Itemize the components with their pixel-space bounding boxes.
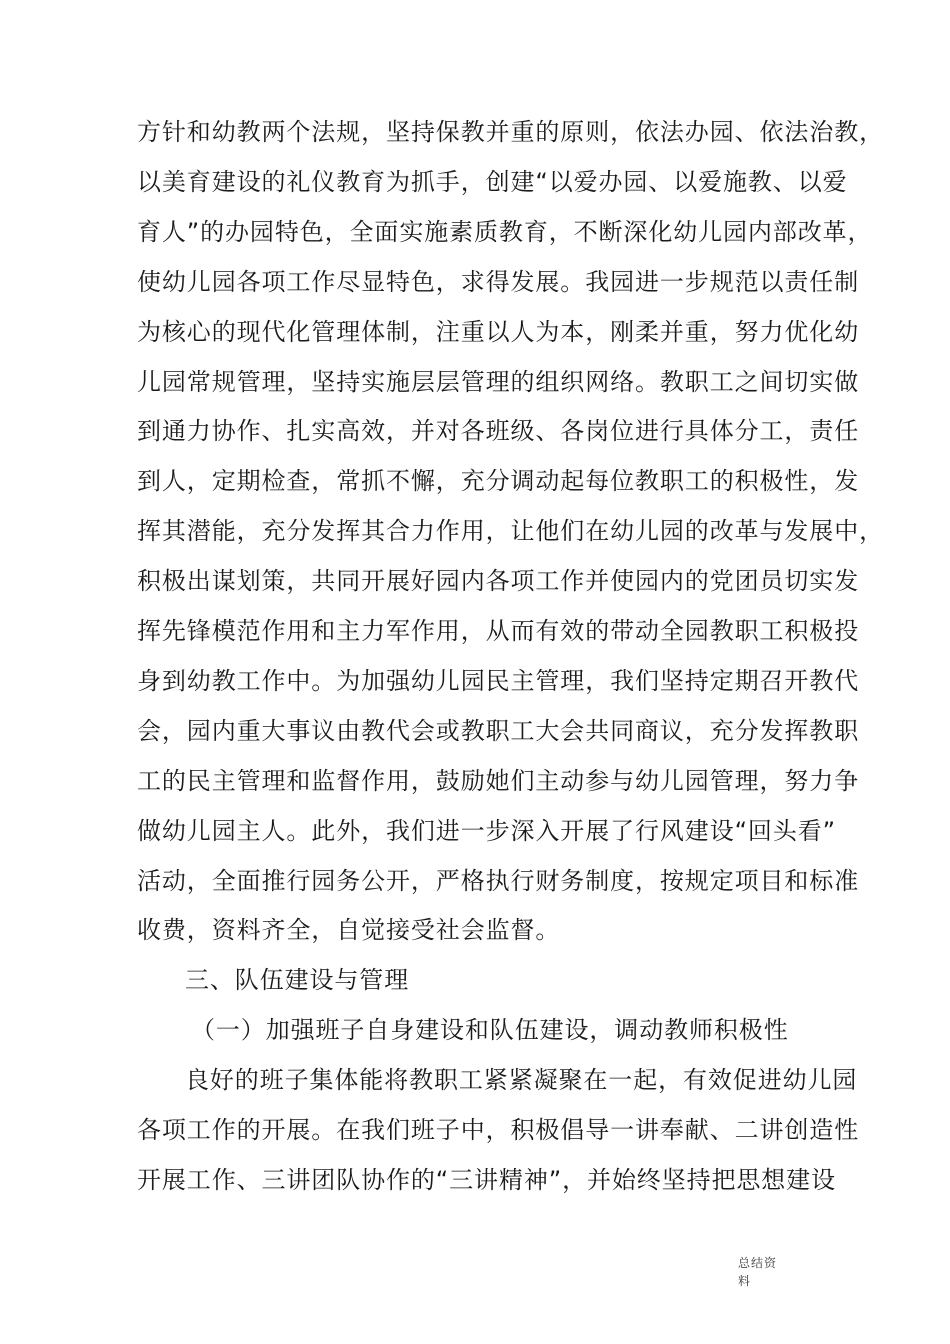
paragraph-line: 以美育建设的礼仪教育为抓手，创建“以爱办园、以爱施教、以爱 [137, 167, 848, 196]
paragraph-line: 育人”的办园特色，全面实施素质教育，不断深化幼儿园内部改革， [137, 217, 873, 246]
paragraph-line: 各项工作的开展。在我们班子中，积极倡导一讲奉献、二讲创造性 [137, 1116, 860, 1144]
paragraph-line: 良好的班子集体能将教职工紧紧凝聚在一起，有效促进幼儿园 [185, 1066, 858, 1095]
footer-label: 总结资料 [738, 1256, 778, 1288]
paragraph-line: 活动，全面推行园务公开，严格执行财务制度，按规定项目和标准 [137, 866, 860, 895]
paragraph-line: 挥其潜能，充分发挥其合力作用，让他们在幼儿园的改革与发展中， [137, 517, 884, 546]
paragraph-line: 使幼儿园各项工作尽显特色，求得发展。我园进一步规范以责任制 [137, 267, 860, 296]
paragraph-line: 方针和幼教两个法规，坚持保教并重的原则，依法办园、依法治教， [137, 118, 884, 146]
paragraph-line: 为核心的现代化管理体制，注重以人为本，刚柔并重，努力优化幼 [137, 317, 860, 346]
paragraph-line: 会，园内重大事议由教代会或教职工大会共同商议，充分发挥教职 [137, 716, 860, 745]
section-heading: 三、队伍建设与管理 [185, 966, 410, 995]
paragraph-line: 到通力协作、扎实高效，并对各班级、各岗位进行具体分工，责任 [137, 417, 860, 446]
paragraph-line: 收费，资料齐全，自觉接受社会监督。 [137, 916, 561, 945]
paragraph-line: 积极出谋划策，共同开展好园内各项工作并使园内的党团员切实发 [137, 567, 860, 596]
paragraph-line: 做幼儿园主人。此外，我们进一步深入开展了行风建设“回头看” [137, 816, 836, 845]
subsection-heading: （一）加强班子自身建设和队伍建设，调动教师积极性 [191, 1016, 789, 1045]
paragraph-line: 到人，定期检查，常抓不懈，充分调动起每位教职工的积极性，发 [137, 467, 860, 496]
paragraph-line: 挥先锋模范作用和主力军作用，从而有效的带动全园教职工积极投 [137, 617, 860, 645]
paragraph-line: 工的民主管理和监督作用，鼓励她们主动参与幼儿园管理，努力争 [137, 766, 860, 795]
paragraph-line: 身到幼教工作中。为加强幼儿园民主管理，我们坚持定期召开教代 [137, 666, 860, 695]
paragraph-line: 开展工作、三讲团队协作的“三讲精神”，并始终坚持把思想建设 [137, 1165, 836, 1194]
paragraph-line: 儿园常规管理，坚持实施层层管理的组织网络。教职工之间切实做 [137, 367, 860, 396]
